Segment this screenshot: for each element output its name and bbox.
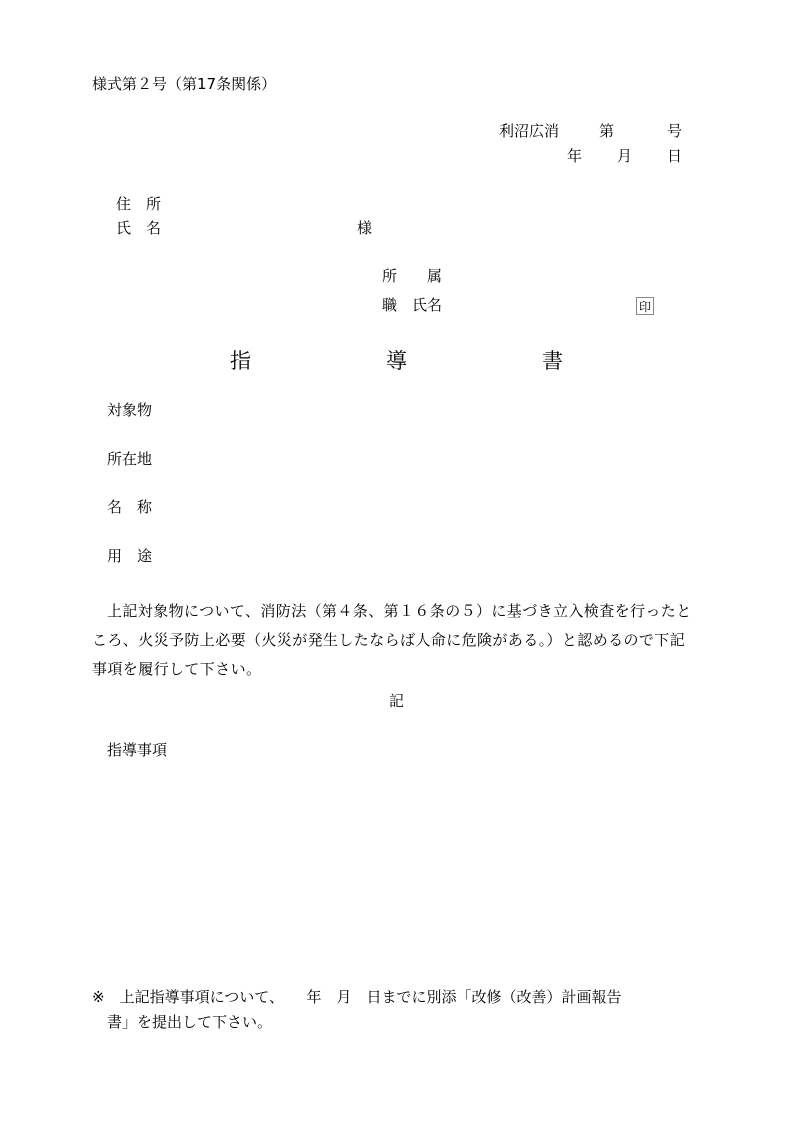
form-label: 様式第２号（第17条関係） <box>92 75 277 93</box>
field-use-label: 用 途 <box>107 547 153 565</box>
recipient-address-label: 住 所 <box>116 195 162 213</box>
title-char-2: 導 <box>386 349 407 373</box>
recipient-honorific: 様 <box>357 219 373 237</box>
date-day: 日 <box>667 147 683 165</box>
body-paragraph: 上記対象物について、消防法（第４条、第１６条の５）に基づき立入検査を行ったところ、火災予防上必要（火災が発生したならば人命に危険がある。）と認めるので下記事項を履行して下さい。 <box>92 602 692 678</box>
date-month: 月 <box>617 147 633 165</box>
title-char-1: 指 <box>230 349 251 373</box>
seal-mark-icon: 印 <box>636 297 654 315</box>
doc-number-dai: 第 <box>599 122 615 140</box>
title-char-3: 書 <box>542 349 563 373</box>
footer-note <box>92 985 702 1035</box>
date-year: 年 <box>567 147 583 165</box>
doc-number-go: 号 <box>667 122 683 140</box>
field-location-label: 所在地 <box>107 450 153 468</box>
issuer-affiliation-label: 所 属 <box>382 267 443 285</box>
recipient-name-label: 氏 名 <box>116 219 162 237</box>
note-line-2: 書」を提出して下さい。 <box>107 1013 273 1031</box>
field-object-label: 対象物 <box>107 401 153 419</box>
instructions-label: 指導事項 <box>107 741 168 759</box>
ki-heading: 記 <box>389 692 405 710</box>
issuer-title-name-label: 職 氏名 <box>382 296 443 314</box>
note-line-1: ※ 上記指導事項について、 年 月 日までに別添「改修（改善）計画報告 <box>92 988 622 1006</box>
doc-number-prefix: 利沼広消 <box>499 122 560 140</box>
field-name-label: 名 称 <box>107 498 153 516</box>
